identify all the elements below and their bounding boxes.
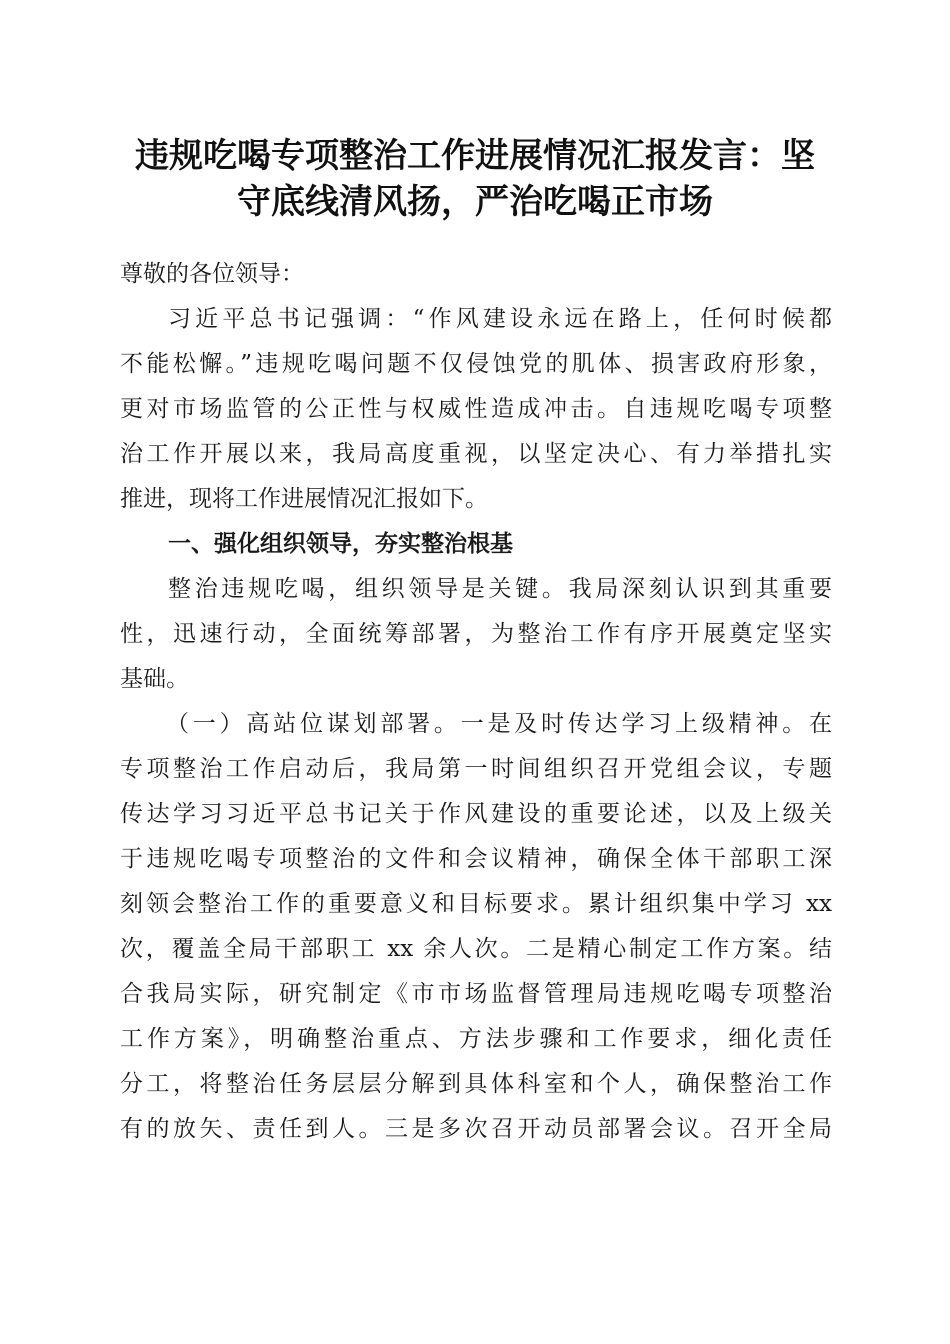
title-line: 守底线清风扬，严治吃喝正市场: [237, 182, 713, 222]
subsection-line: 传达学习习近平总书记关于作风建设的重要论述，以及上级关: [120, 801, 832, 827]
section-intro-line: 性，迅速行动，全面统筹部署，为整治工作有序开展奠定坚实: [120, 621, 832, 647]
subsection-line: 分工，将整治任务层层分解到具体科室和个人，确保整治工作: [120, 1071, 832, 1097]
subsection-line: （一）高站位谋划部署。一是及时传达学习上级精神。在: [166, 711, 832, 737]
subsection-line: 次，覆盖全局干部职工 xx 余人次。二是精心制定工作方案。结: [120, 936, 832, 962]
section-intro-line: 基础。: [120, 666, 189, 692]
subsection-line: 于违规吃喝专项整治的文件和会议精神，确保全体干部职工深: [120, 846, 832, 872]
intro-line: 习近平总书记强调：“作风建设永远在路上，任何时候都: [168, 306, 832, 332]
document-body: [120, 252, 832, 1152]
section-intro-line: 整治违规吃喝，组织领导是关键。我局深刻认识到其重要: [168, 576, 832, 602]
section-heading: 一、强化组织领导，夯实整治根基: [168, 531, 513, 557]
subsection-line: 工作方案》，明确整治重点、方法步骤和工作要求，细化责任: [120, 1026, 832, 1052]
intro-line: 治工作开展以来，我局高度重视，以坚定决心、有力举措扎实: [120, 441, 832, 467]
subsection-line: 有的放矢、责任到人。三是多次召开动员部署会议。召开全局: [120, 1116, 832, 1142]
document-title: [110, 133, 840, 225]
subsection-line: 专项整治工作启动后，我局第一时间组织召开党组会议，专题: [120, 756, 832, 782]
title-line: 违规吃喝专项整治工作进展情况汇报发言：坚: [135, 136, 815, 176]
subsection-line: 刻领会整治工作的重要意义和目标要求。累计组织集中学习 xx: [120, 891, 832, 917]
intro-line: 更对市场监管的公正性与权威性造成冲击。自违规吃喝专项整: [120, 396, 832, 422]
intro-line: 推进，现将工作进展情况汇报如下。: [120, 486, 488, 512]
salutation: 尊敬的各位领导：: [120, 261, 304, 287]
intro-line: 不能松懈。”违规吃喝问题不仅侵蚀党的肌体、损害政府形象，: [120, 351, 832, 377]
subsection-line: 合我局实际，研究制定《市市场监督管理局违规吃喝专项整治: [120, 981, 832, 1007]
